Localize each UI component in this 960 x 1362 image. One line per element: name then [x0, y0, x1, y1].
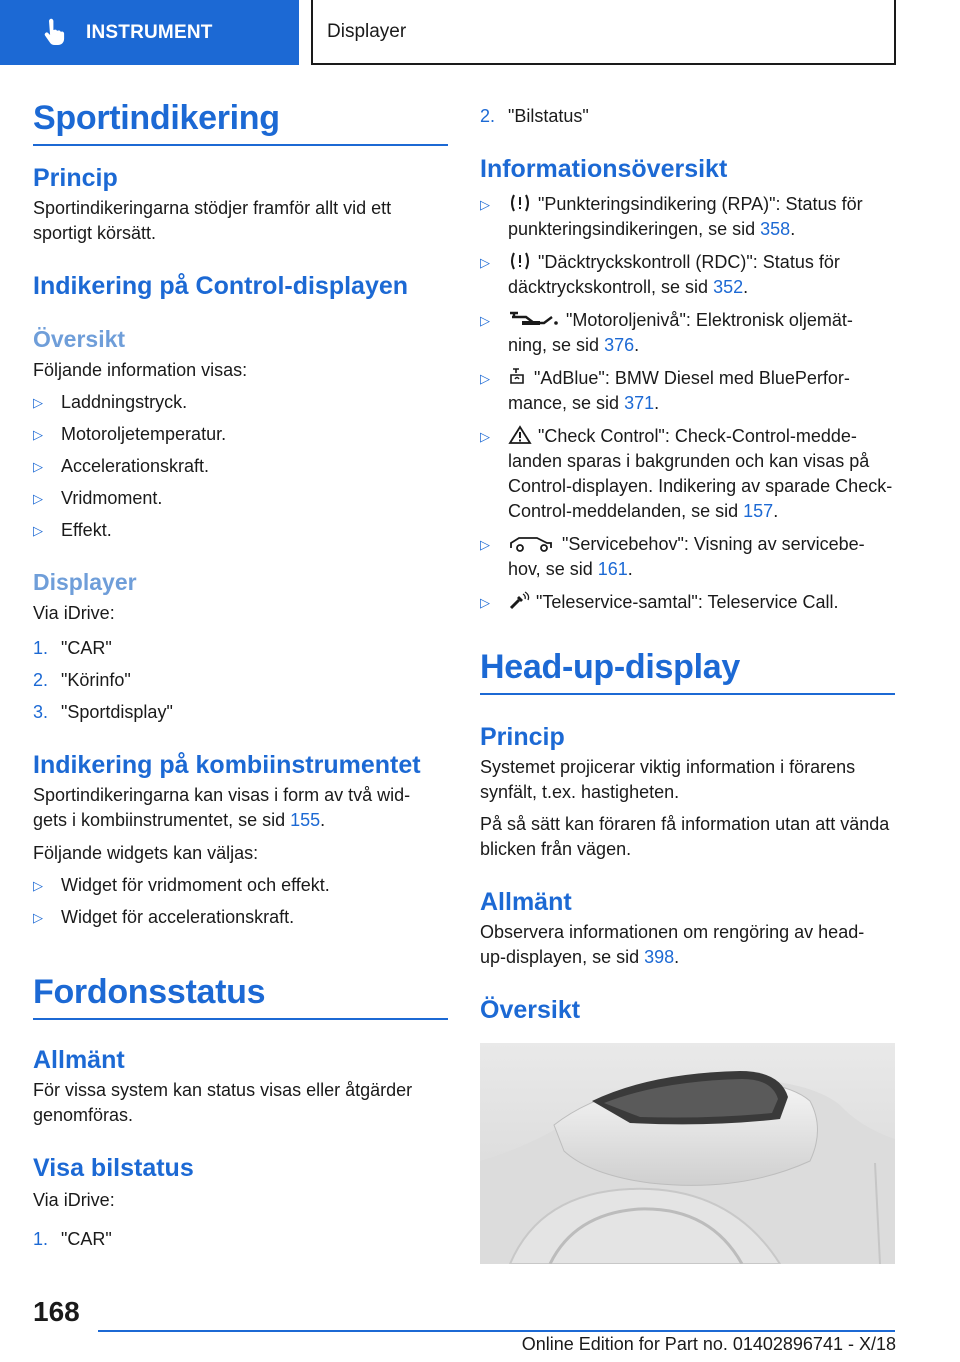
triangle-bullet-icon: ▷: [480, 371, 490, 386]
wrench-signal-icon: [508, 591, 530, 611]
list-item: ▷ "AdBlue": BMW Diesel med BluePerfor‐ mance, se sid 371.: [480, 366, 895, 416]
list-item: ▷ Vridmoment.: [33, 486, 448, 511]
warning-triangle-icon: [508, 425, 532, 445]
list-item: ▷ Accelerationskraft.: [33, 454, 448, 479]
oil-can-icon: [508, 309, 560, 329]
step-item: 1. "CAR": [33, 638, 112, 658]
heading-oversikt: Översikt: [33, 326, 126, 352]
triangle-bullet-icon: ▷: [33, 491, 43, 506]
heading-allmant: Allmänt: [480, 888, 572, 916]
section-title-sportindikering: Sportindikering: [33, 99, 280, 137]
info-list: [480, 192, 895, 615]
adblue-icon: [508, 367, 528, 387]
triangle-bullet-icon: ▷: [33, 523, 43, 538]
heading-informationsoversikt: Informationsöversikt: [480, 155, 728, 183]
tire-pressure-icon: [508, 251, 532, 271]
list-item: ▷ "Teleservice-samtal": Teleservice Call.: [480, 590, 895, 615]
triangle-bullet-icon: ▷: [480, 197, 490, 212]
heading-oversikt: Översikt: [480, 996, 581, 1024]
triangle-bullet-icon: ▷: [33, 395, 43, 410]
left-column: [33, 96, 448, 1252]
page-number: 168: [33, 1296, 80, 1327]
oversikt-list: [33, 390, 448, 543]
triangle-bullet-icon: ▷: [33, 910, 43, 925]
page-ref-link[interactable]: 371: [624, 393, 655, 413]
hud-allmant-text: Observera informationen om rengöring av head- up-displayen, se sid 398.: [480, 922, 865, 967]
footer-edition: Online Edition for Part no. 01402896741 - X/18: [521, 1334, 896, 1354]
triangle-bullet-icon: ▷: [33, 878, 43, 893]
list-item: ▷ "Check Control": Check-Control-medde‐ landen sparas i bakgrunden och kan visas på Control-displayen. Indikering av sparade Check-Control-meddelanden, se sid 157.: [480, 424, 895, 524]
section-tab: [0, 0, 299, 65]
section-title-head-up-display: Head-up-display: [480, 648, 740, 686]
hud-princip-text: Systemet projicerar viktig information i förarens synfält, t.ex. hastigheten.: [480, 757, 856, 802]
chapter-label: Displayer: [327, 20, 407, 42]
page-ref-link[interactable]: 358: [760, 219, 791, 239]
car-service-icon: [508, 533, 556, 553]
section-title-fordonsstatus: Fordonsstatus: [33, 973, 266, 1011]
list-item: ▷ "Servicebehov": Visning av servicebe‐ hov, se sid 161.: [480, 532, 895, 582]
right-column: [480, 104, 895, 1026]
page-ref-link[interactable]: 157: [743, 501, 774, 521]
head-up-display-photo: [480, 1043, 895, 1264]
heading-princip: Princip: [480, 723, 565, 751]
list-item: ▷ Effekt.: [33, 518, 448, 543]
kombi-widgets-text: Följande widgets kan väljas:: [33, 843, 259, 863]
section-label: INSTRUMENT: [86, 21, 213, 43]
step-item: 3. "Sportdisplay": [33, 702, 173, 722]
triangle-bullet-icon: ▷: [33, 427, 43, 442]
heading-displayer: Displayer: [33, 569, 137, 595]
chapter-box: [311, 0, 896, 65]
heading-allmant: Allmänt: [33, 1046, 125, 1074]
visa-text: Via iDrive:: [33, 1190, 115, 1210]
tire-warning-icon: [508, 193, 532, 213]
displayer-steps: [33, 636, 448, 725]
heading-control-display: Indikering på Control-displayen: [33, 272, 409, 300]
triangle-bullet-icon: ▷: [480, 255, 490, 270]
heading-kombiinstrument: Indikering på kombiinstrumentet: [33, 751, 421, 779]
heading-visa-bilstatus: Visa bilstatus: [33, 1154, 194, 1182]
title-rule: [33, 144, 448, 146]
triangle-bullet-icon: ▷: [480, 537, 490, 552]
title-rule: [480, 693, 895, 695]
triangle-bullet-icon: ▷: [480, 595, 490, 610]
displayer-text: Via iDrive:: [33, 603, 115, 623]
triangle-bullet-icon: ▷: [480, 313, 490, 328]
step-item: 2. "Bilstatus": [480, 106, 589, 126]
list-item: ▷ Laddningstryck.: [33, 390, 448, 415]
footer-rule: [98, 1330, 895, 1332]
page-ref-link[interactable]: 155: [290, 810, 321, 830]
oversikt-text: Följande information visas:: [33, 360, 248, 380]
kombi-text: Sportindikeringarna kan visas i form av två wid‐ gets i kombiinstrumentet, se sid 155.: [33, 785, 411, 830]
allmant-text: För vissa system kan status visas eller åtgärder genomföras.: [33, 1080, 413, 1125]
triangle-bullet-icon: ▷: [480, 429, 490, 444]
step-item: 2. "Körinfo": [33, 670, 131, 690]
list-item: ▷ Motoroljetemperatur.: [33, 422, 448, 447]
triangle-bullet-icon: ▷: [33, 459, 43, 474]
page-ref-link[interactable]: 398: [644, 947, 675, 967]
princip-text: Sportindikeringarna stödjer framför allt vid ett sportigt körsätt.: [33, 198, 392, 243]
list-item: ▷ "Punkteringsindikering (RPA)": Status för punkteringsindikeringen, se sid 358.: [480, 192, 895, 242]
list-item: ▷ Widget för vridmoment och effekt.: [33, 873, 448, 898]
title-rule: [33, 1018, 448, 1020]
page-ref-link[interactable]: 376: [604, 335, 635, 355]
page-ref-link[interactable]: 161: [597, 559, 628, 579]
list-item: ▷ "Däcktryckskontroll (RDC)": Status för däcktryckskontroll, se sid 352.: [480, 250, 895, 300]
hand-pointer-icon: [40, 18, 70, 48]
list-item: ▷ Widget för accelerationskraft.: [33, 905, 448, 930]
hud-princip-text-2: På så sätt kan föraren få information utan att vända blicken från vägen.: [480, 814, 890, 859]
step-item: 1. "CAR": [33, 1229, 112, 1249]
page-ref-link[interactable]: 352: [713, 277, 744, 297]
heading-princip: Princip: [33, 164, 118, 192]
list-item: ▷ "Motoroljenivå": Elektronisk oljemät‐ ning, se sid 376.: [480, 308, 895, 358]
widgets-list: [33, 873, 448, 930]
